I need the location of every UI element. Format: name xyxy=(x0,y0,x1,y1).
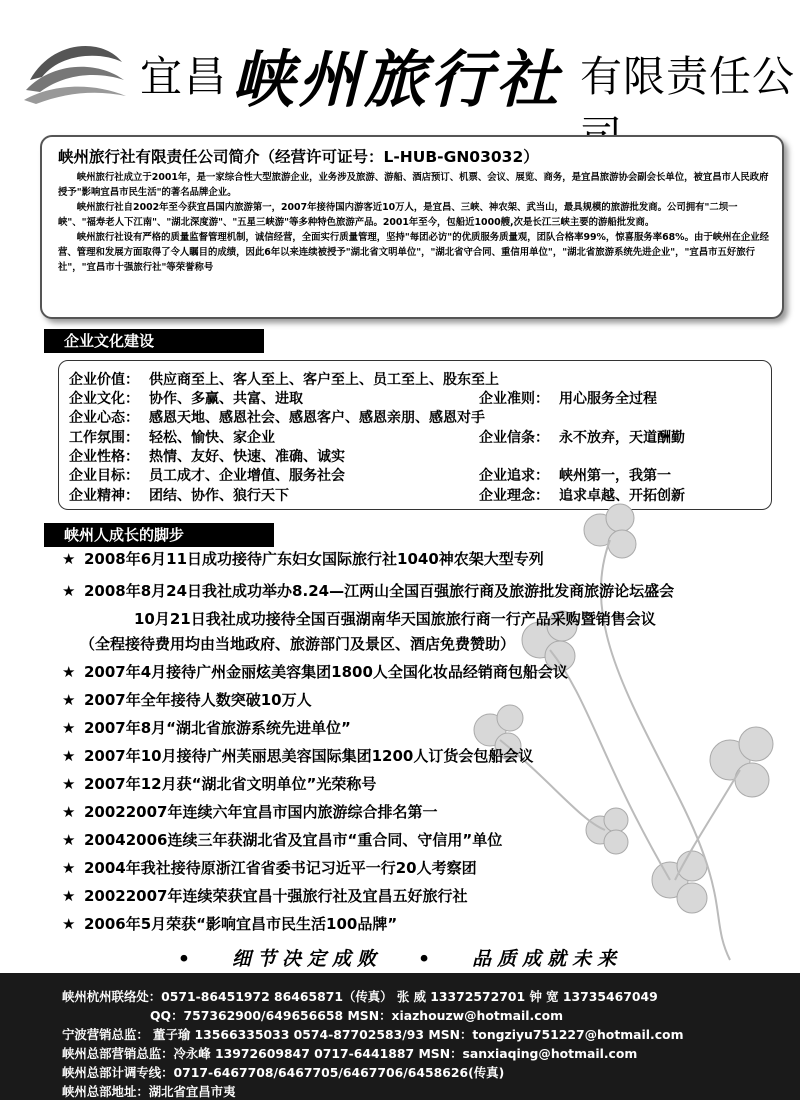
star-icon: ★ xyxy=(62,582,76,600)
list-item: ★ 2006年5月荣获“影响宜昌市民生活100品牌” xyxy=(62,915,398,933)
star-icon: ★ xyxy=(62,719,76,737)
motto-bullet: • xyxy=(418,948,437,970)
contact-line: 峡州总部营销总监：冷永峰 13972609847 0717-6441887 MSN：sanxiaqing@hotmail.com xyxy=(62,1046,638,1061)
star-icon: ★ xyxy=(62,915,76,933)
culture-row: 企业目标： 员工成才、企业增值、服务社会 xyxy=(69,468,345,484)
company-brand-name: 峡州旅行社 xyxy=(232,43,563,116)
culture-heading: 企业文化建设 xyxy=(44,329,264,353)
motto-left: 细节决定成败 xyxy=(231,948,382,970)
culture-row-right: 企业追求： 峡州第一，我第一 xyxy=(479,468,671,484)
flower-decoration-icon xyxy=(430,500,800,970)
culture-row-right: 企业理念： 追求卓越、开拓创新 xyxy=(479,488,685,504)
company-intro-box xyxy=(40,135,784,319)
list-item: ★ 2008年6月11日成功接待广东妇女国际旅行社1040神农架大型专列 xyxy=(62,550,544,568)
culture-row: 企业文化： 协作、多赢、共富、进取 xyxy=(69,391,303,407)
contact-footer xyxy=(0,973,800,1100)
contact-line: 峡州杭州联络处：0571-86451972 86465871（传真） 张 威 13372572701 钟 宽 13735467049 xyxy=(62,989,658,1004)
company-name-prefix: 宜昌 xyxy=(140,52,229,101)
company-name-suffix: 有限责任公 xyxy=(580,52,796,101)
motto-bullet: • xyxy=(177,948,196,970)
culture-row: 企业精神： 团结、协作、狼行天下 xyxy=(69,488,289,504)
intro-paragraph: 峡州旅行社自2002年至今获宜昌国内旅游第一，2007年接待国内游客近10万人，是宜昌、三峡、神农架、武当山，最具规模的旅游批发商。公司拥有"二坝一峡"、"福寿老人下江南"、"湖北深度游"、"五星三峡游"等多种特色旅游产品。2001年至今，包船近1000艘,次是长江三峡主要的游船批发商。 xyxy=(58,202,738,228)
star-icon: ★ xyxy=(62,775,76,793)
list-item: ★ 2007年8月“湖北省旅游系统先进单位” xyxy=(62,719,351,737)
intro-text xyxy=(58,170,770,275)
company-logo-icon xyxy=(22,32,127,107)
intro-title: 峡州旅行社有限责任公司简介（经营许可证号：L-HUB-GN03032） xyxy=(58,148,539,166)
star-icon: ★ xyxy=(62,691,76,709)
list-item: ★ 2004年我社接待原浙江省省委书记习近平一行20人考察团 xyxy=(62,859,477,877)
contact-line: QQ：757362900/649656658 MSN：xiazhouzw@hotmail.com xyxy=(150,1008,564,1023)
culture-box xyxy=(58,360,772,510)
star-icon: ★ xyxy=(62,859,76,877)
list-item: ★ 20022007年连续荣获宜昌十强旅行社及宜昌五好旅行社 xyxy=(62,887,468,905)
list-item: ★ 2007年12月获“湖北省文明单位”光荣称号 xyxy=(62,775,377,793)
star-icon: ★ xyxy=(62,887,76,905)
culture-row: 企业性格： 热情、友好、快速、准确、诚实 xyxy=(69,449,345,465)
star-icon: ★ xyxy=(62,803,76,821)
contact-line: 峡州总部地址：湖北省宜昌市夷 xyxy=(62,1084,236,1099)
growth-heading: 峡州人成长的脚步 xyxy=(44,523,274,547)
contact-line: 宁波营销总监： 董子瑜 13566335033 0574-87702583/93 MSN：tongziyu751227@hotmail.com xyxy=(62,1027,684,1042)
intro-paragraph: 峡州旅行社设有严格的质量监督管理机制，诚信经营，全面实行质量管理，坚持"每团必访"的优质服务质量观，团队合格率99%，惊喜服务率68%。由于峡州在企业经营、管理和发展方面取得了令人瞩目的成绩，因此6年以来连续被授予"湖北省文明单位"，"湖北省守合同、重信用单位"，"湖北省旅游系统先进企业"，"宜昌市五好旅行社"，"宜昌市十强旅行社"等荣誉称号 xyxy=(58,232,769,273)
header xyxy=(0,0,800,128)
list-item: （全程接待费用均由当地政府、旅游部门及景区、酒店免费赞助） xyxy=(80,635,516,653)
star-icon: ★ xyxy=(62,831,76,849)
list-item: ★ 2007年10月接待广州芙丽思美容国际集团1200人订货会包船会议 xyxy=(62,747,534,765)
culture-row-right: 企业准则： 用心服务全过程 xyxy=(479,391,657,407)
list-item: ★ 20022007年连续六年宜昌市国内旅游综合排名第一 xyxy=(62,803,438,821)
culture-row: 企业价值： 供应商至上、客人至上、客户至上、员工至上、股东至上 xyxy=(69,372,499,388)
star-icon: ★ xyxy=(62,663,76,681)
motto xyxy=(0,944,800,971)
culture-row-right: 企业信条： 永不放弃，天道酬勤 xyxy=(479,430,685,446)
culture-row: 工作氛围： 轻松、愉快、家企业 xyxy=(69,430,275,446)
contact-line: 峡州总部计调专线：0717-6467708/6467705/6467706/6458626(传真) xyxy=(62,1065,505,1080)
intro-paragraph: 峡州旅行社成立于2001年，是一家综合性大型旅游企业，业务涉及旅游、游船、酒店预订、机票、会议、展览、商务，是宜昌旅游协会副会长单位，被宜昌市人民政府授予"影响宜昌市民生活"的著名品牌企业。 xyxy=(58,172,769,198)
list-item: ★ 2008年8月24日我社成功举办8.24—江两山全国百强旅行商及旅游批发商旅游论坛盛会 xyxy=(62,582,675,600)
list-item: ★ 2007年4月接待广州金丽炫美容集团1800人全国化妆品经销商包船会议 xyxy=(62,663,568,681)
list-item: ★ 20042006连续三年获湖北省及宜昌市“重合同、守信用”单位 xyxy=(62,831,503,849)
list-item: 10月21日我社成功接待全国百强湖南华天国旅旅行商一行产品采购暨销售会议 xyxy=(134,610,656,628)
star-icon: ★ xyxy=(62,550,76,568)
list-item: ★ 2007年全年接待人数突破10万人 xyxy=(62,691,312,709)
star-icon: ★ xyxy=(62,747,76,765)
motto-right: 品质成就未来 xyxy=(472,948,623,970)
culture-row: 企业心态： 感恩天地、感恩社会、感恩客户、感恩亲朋、感恩对手 xyxy=(69,410,485,426)
